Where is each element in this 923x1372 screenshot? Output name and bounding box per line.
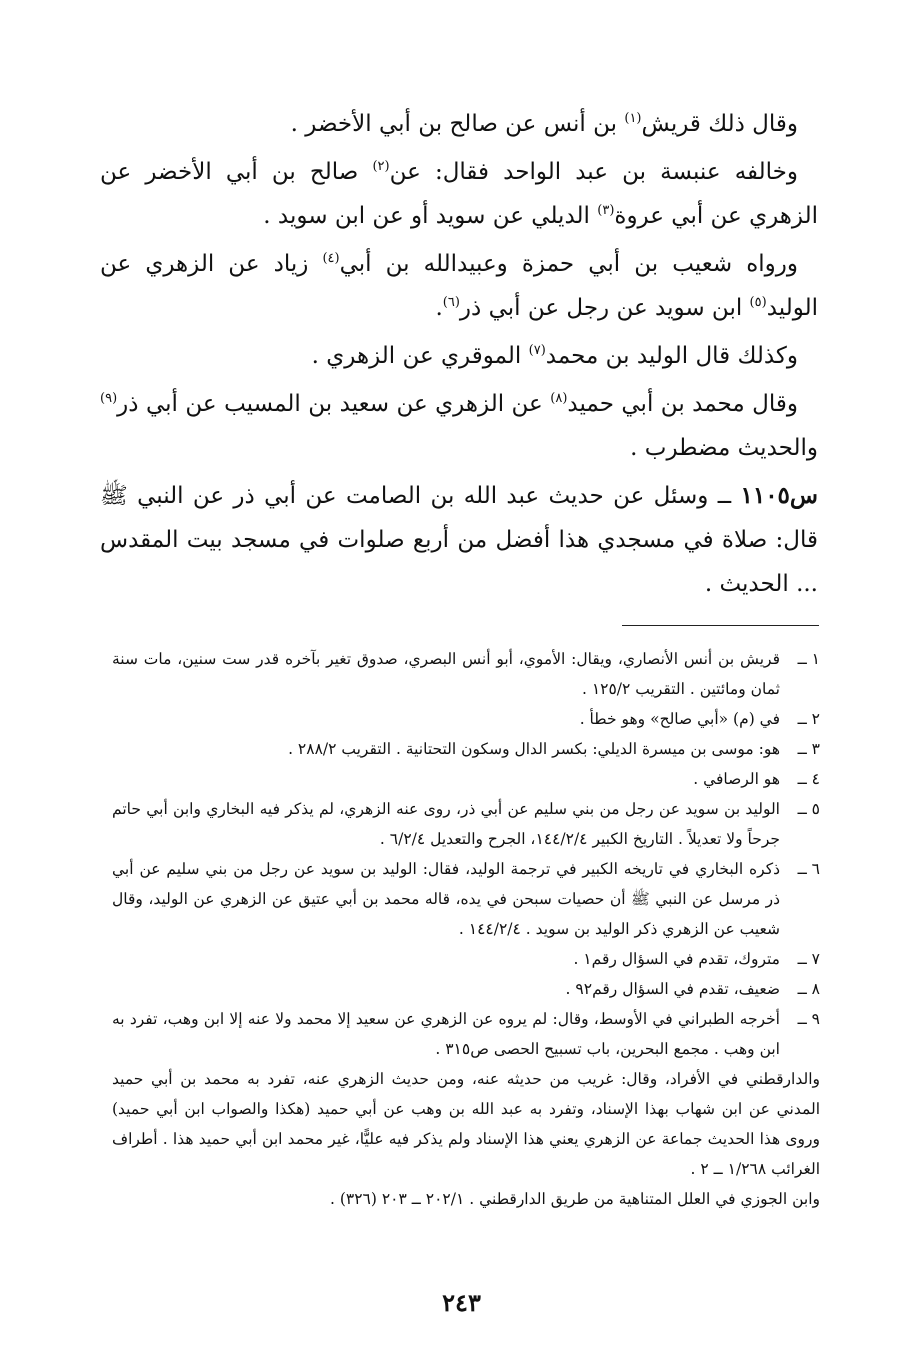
paragraph-5 [100,382,818,470]
paragraph-4 [100,334,818,378]
footnote-ref-7: (٧) [528,343,546,358]
footnote-ref-3: (٣) [597,203,615,218]
footnote-text: متروك، تقدم في السؤال رقم١ . [573,950,780,968]
footnote-text: قريش بن أنس الأنصاري، ويقال: الأموي، أبو أنس البصري، صدوق تغير بآخره قدر ست سنين، مات سنة ثمان ومائتين . التقريب ١٢٥/٢ . [112,650,780,698]
footnote-continuation: وابن الجوزي في العلل المتناهية من طريق الدارقطني . ٢٠٢/١ ــ ٢٠٣ (٣٢٦) . [329,1190,820,1208]
text-run: ابن سويد عن رجل عن أبي ذر [459,295,750,321]
footnote-item [112,974,820,1004]
footnote-text: أخرجه الطبراني في الأوسط، وقال: لم يروه عن الزهري عن سعيد إلا محمد ولا عنه إلا ابن وهب، تفرد به ابن وهب . مجمع البحرين، باب تسبيح الحصى ص٣١٥ . [112,1010,780,1058]
page-number: ٢٤٣ [442,1288,481,1317]
footnote-item [112,1004,820,1064]
footnote-ref-5: (٥) [749,295,767,310]
paragraph-3 [100,242,818,330]
text-run: صالح بن أبي الأخضر عن الزهري عن أبي عروة [100,159,818,229]
footnote-text: ذكره البخاري في تاريخه الكبير في ترجمة الوليد، فقال: الوليد بن سويد عن رجل من بني سليم عن أبي ذر مرسل عن النبي ﷺ أن حصيات سبحن في يده، قاله محمد بن أبي عتيق عن الزهري عن الوليد، وقال شعيب عن الزهري ذكر الوليد بن سويد . ١٤٤/٢/٤ . [112,860,780,938]
text-run: وقال محمد بن أبي حميد [567,391,798,417]
footnote-item [112,734,820,764]
text-run: عن الزهري عن سعيد بن المسيب عن أبي ذر [117,391,551,417]
main-text [100,102,818,610]
footnote-item [112,644,820,704]
text-run: الديلي عن سويد أو عن ابن سويد . [263,203,598,229]
footnote-text: هو الرصافي . [693,770,780,788]
footnote-number: ٥ ــ [797,800,820,818]
footnote-separator [622,625,819,626]
footnote-ref-2: (٢) [372,159,390,174]
footnote-text: ضعيف، تقدم في السؤال رقم٩٢ . [565,980,780,998]
footnote-number: ٤ ــ [797,770,820,788]
text-run: وقال ذلك قريش [641,111,798,137]
paragraph-1 [100,102,818,146]
text-run: بن أنس عن صالح بن أبي الأخضر . [290,111,625,137]
text-run: . [435,295,443,321]
question-number: س١١٠٥ [740,482,818,509]
footnote-number: ٦ ــ [797,860,820,878]
footnote-ref-4: (٤) [322,251,340,266]
footnote-item [112,944,820,974]
footnote-ref-8: (٨) [550,391,568,406]
footnote-number: ٩ ــ [797,1010,820,1028]
text-run: الموقري عن الزهري . [311,343,529,369]
question-text: ــ وسئل عن حديث عبد الله بن الصامت عن أبي ذر عن النبي ﷺ قال: صلاة في مسجدي هذا أفضل من أربع صلوات في مسجد بيت المقدس ... الحديث . [100,483,818,597]
footnote-number: ١ ــ [797,650,820,668]
footnote-ref-1: (١) [624,111,642,126]
footnote-number: ٢ ــ [797,710,820,728]
text-run: وخالفه عنبسة بن عبد الواحد فقال: عن [389,159,798,185]
footnote-item [112,794,820,854]
question-paragraph [100,474,818,606]
footnote-text: في (م) «أبي صالح» وهو خطأ . [579,710,780,728]
footnote-number: ٨ ــ [797,980,820,998]
footnote-text: هو: موسى بن ميسرة الديلي: بكسر الدال وسكون التحتانية . التقريب ٢٨٨/٢ . [288,740,780,758]
text-run: زياد عن الزهري عن الوليد [100,251,818,321]
footnote-continuation: والدارقطني في الأفراد، وقال: غريب من حديثه عنه، ومن حديث الزهري عنه، تفرد به محمد بن أبي حميد المدني عن ابن شهاب بهذا الإسناد، وتفرد به عبد الله بن وهب عن أبي حميد (هكذا والصواب ابن أبي حميد) وروى هذا الحديث جماعة عن الزهري يعني هذا الإسناد ولم يذكر فيه عليًّا، غير محمد ابن أبي حميد هذا . أطراف الغرائب ١/٢٦٨ ــ ٢ . [112,1070,820,1178]
footnote-ref-6: (٦) [442,295,460,310]
text-run: والحديث مضطرب . [630,435,818,461]
footnotes [112,644,820,1214]
footnote-item [112,764,820,794]
footnote-number: ٣ ــ [797,740,820,758]
footnote-ref-9: (٩) [100,391,118,406]
footnote-text: الوليد بن سويد عن رجل من بني سليم عن أبي ذر، روى عنه الزهري، لم يذكر فيه البخاري وابن أبي حاتم جرحاً ولا تعديلاً . التاريخ الكبير ١٤٤/٢/٤، الجرح والتعديل ٦/٢/٤ . [112,800,780,848]
footnote-item [112,704,820,734]
footnote-number: ٧ ــ [797,950,820,968]
paragraph-2 [100,150,818,238]
text-run: ورواه شعيب بن أبي حمزة وعبيدالله بن أبي [339,251,798,277]
text-run: وكذلك قال الوليد بن محمد [545,343,798,369]
footnote-item [112,854,820,944]
